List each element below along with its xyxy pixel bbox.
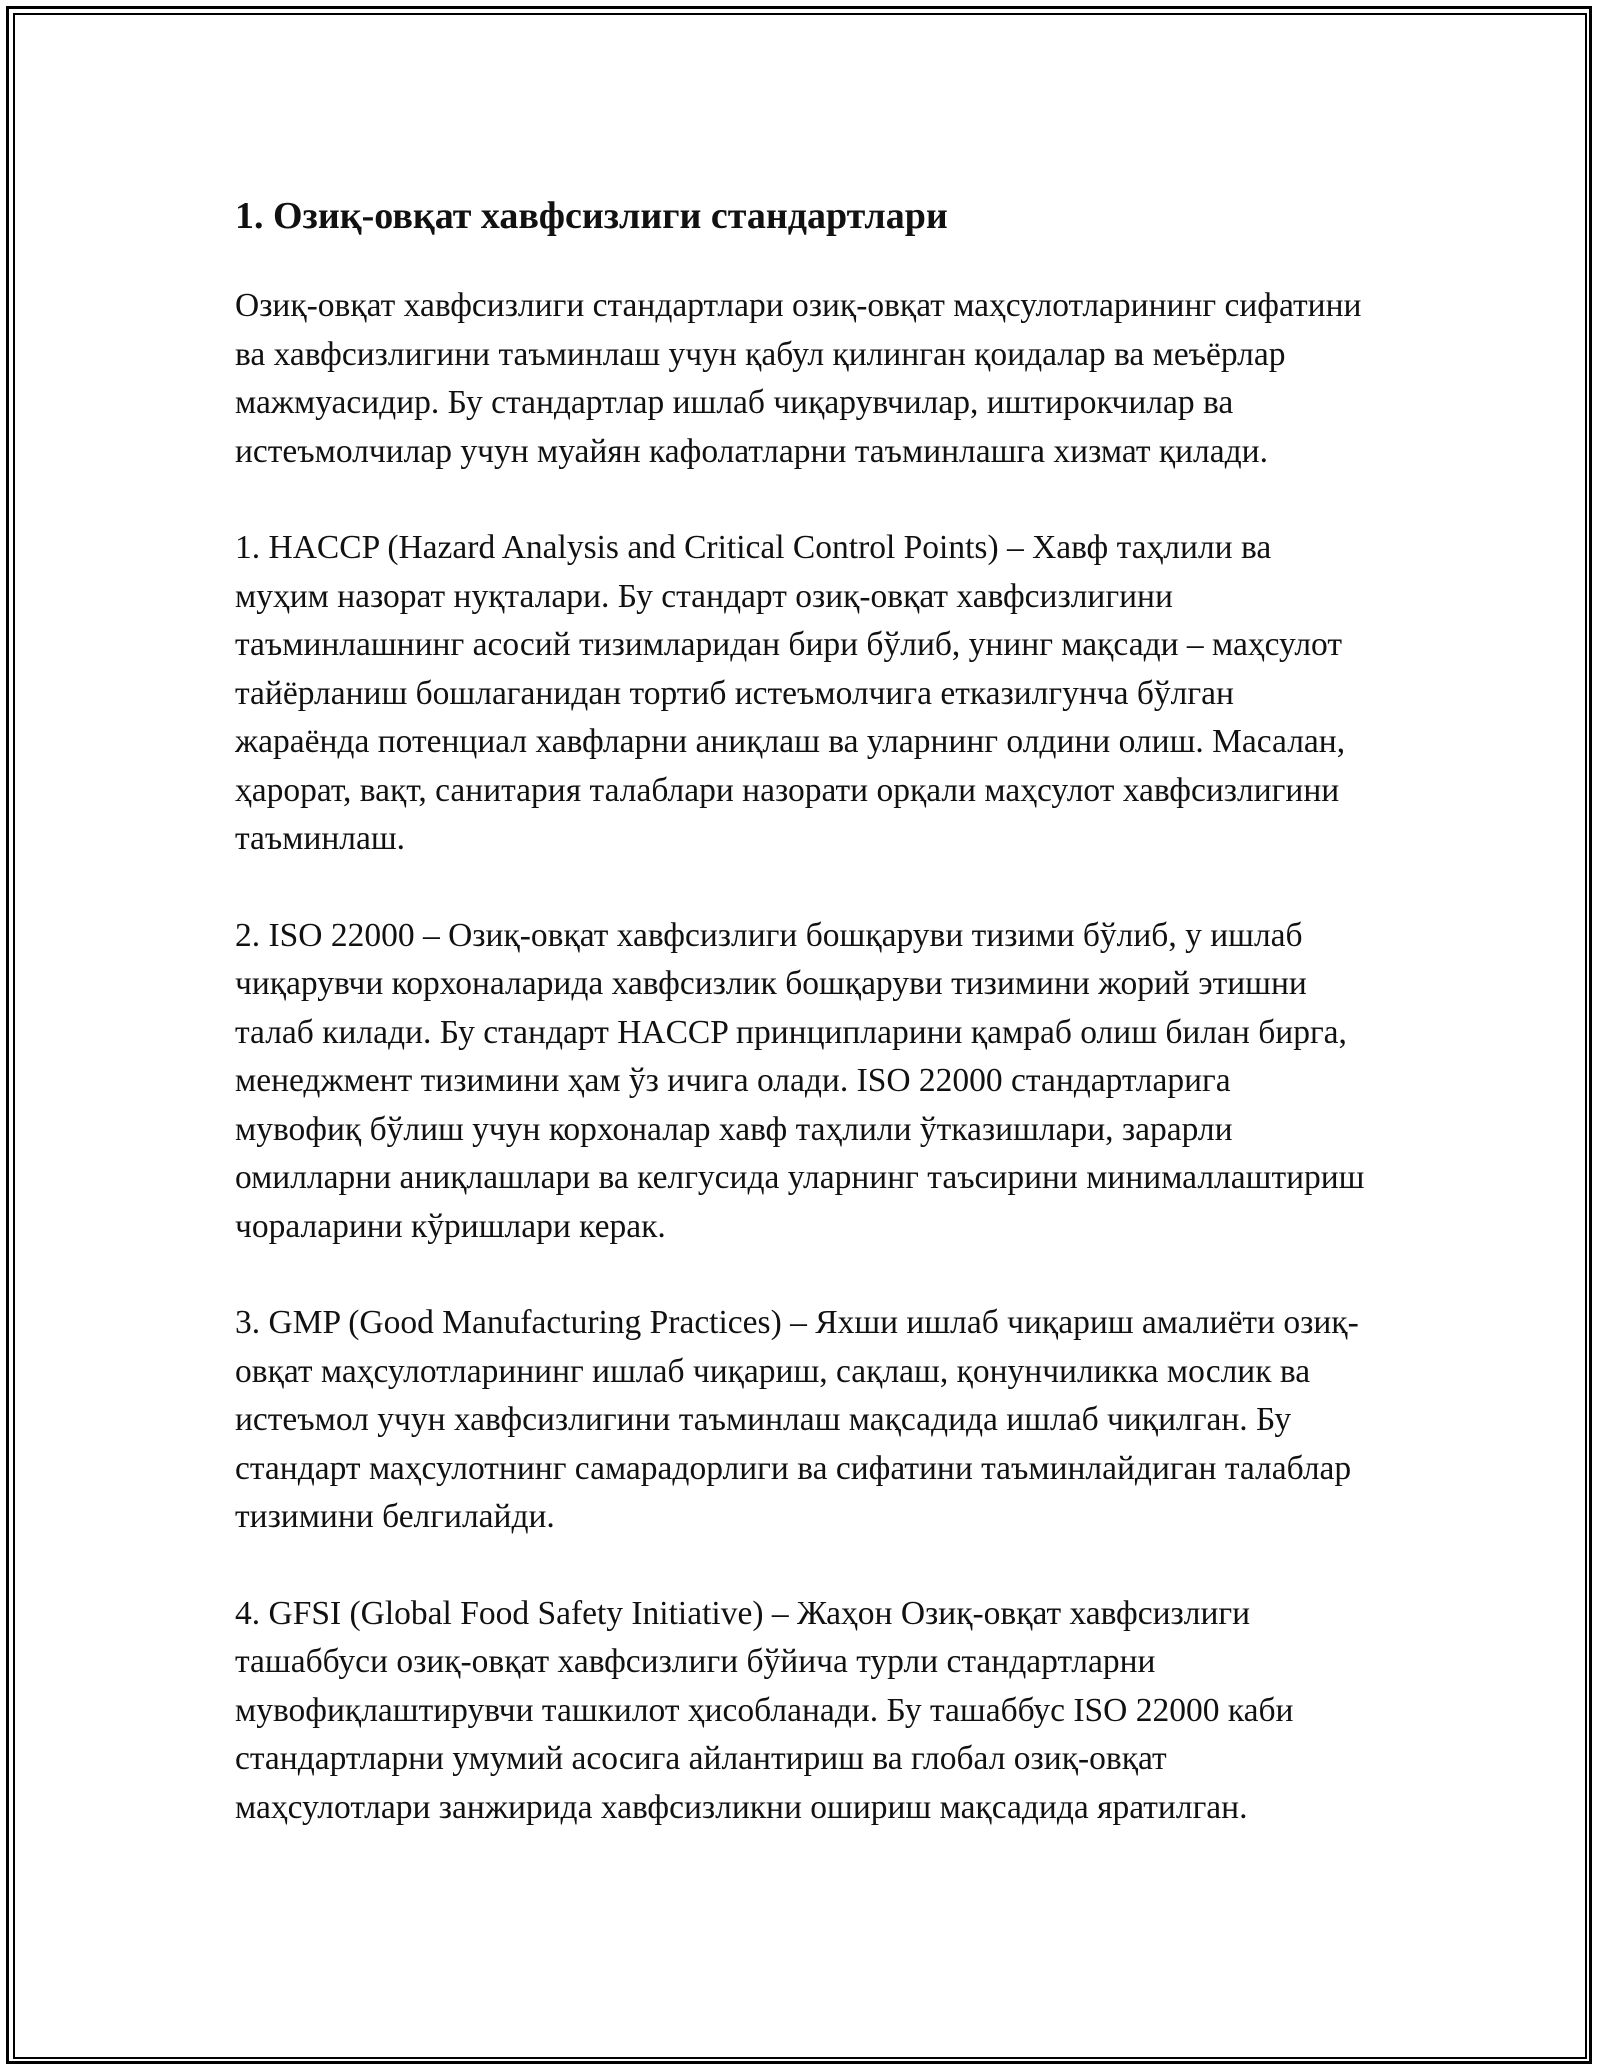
document-body [235,180,1365,1880]
gmp-paragraph: 3. GMP (Good Manufacturing Practices) – Яхши ишлаб чиқариш амалиёти озиқ-овқат маҳсулотларининг ишлаб чиқариш, сақлаш, қонунчиликка мослик ва истеъмол учун хавфсизлигини таъминлаш мақсадида ишлаб чиқилган. Бу стандарт маҳсулотнинг самарадорлиги ва сифатини таъминлайдиган талаблар тизимини белгилайди. [235,1304,1359,1535]
section-heading: 1. Озиқ-овқат хавфсизлиги стандартлари [235,195,948,237]
iso-22000-paragraph: 2. ISO 22000 – Озиқ-овқат хавфсизлиги бошқаруви тизими бўлиб, у ишлаб чиқарувчи корхоналарида хавфсизлик бошқаруви тизимини жорий этишни талаб килади. Бу стандарт HACCP принципларини қамраб олиш билан бирга, менеджмент тизимини ҳам ўз ичига олади. ISO 22000 стандартларига мувофиқ бўлиш учун корхоналар хавф таҳлили ўтказишлари, зарарли омилларни аниқлашлари ва келгусида уларнинг таъсирини минималлаштириш чораларини кўришлари керак. [235,916,1365,1245]
gfsi-paragraph: 4. GFSI (Global Food Safety Initiative) – Жаҳон Озиқ-овқат хавфсизлиги ташаббуси озиқ-овқат хавфсизлиги бўйича турли стандартларни мувофиқлаштирувчи ташкилот ҳисобланади. Бу ташаббус ISO 22000 каби стандартларни умумий асосига айлантириш ва глобал озиқ-овқат маҳсулотлари занжирида хавфсизликни ошириш мақсадида яратилган. [235,1594,1294,1826]
haccp-paragraph: 1. HACCP (Hazard Analysis and Critical Control Points) – Хавф таҳлили ва муҳим назорат нуқталари. Бу стандарт озиқ-овқат хавфсизлигини таъминлашнинг асосий тизимларидан бири бўлиб, унинг мақсади – маҳсулот тайёрланиш бошлаганидан тортиб истеъмолчига етказилгунча бўлган жараёнда потенциал хавфларни аниқлаш ва уларнинг олдини олиш. Масалан, ҳарорат, вақт, санитария талаблари назорати орқали маҳсулот хавфсизлигини таъминлаш. [235,529,1346,857]
intro-paragraph: Озиқ-овқат хавфсизлиги стандартлари озиқ-овқат маҳсулотларининг сифатини ва хавфсизлигини таъминлаш учун қабул қилинган қоидалар ва меъёрлар мажмуасидир. Бу стандартлар ишлаб чиқарувчилар, иштирокчилар ва истеъмолчилар учун муайян кафолатларни таъминлашга хизмат қилади. [235,287,1362,470]
